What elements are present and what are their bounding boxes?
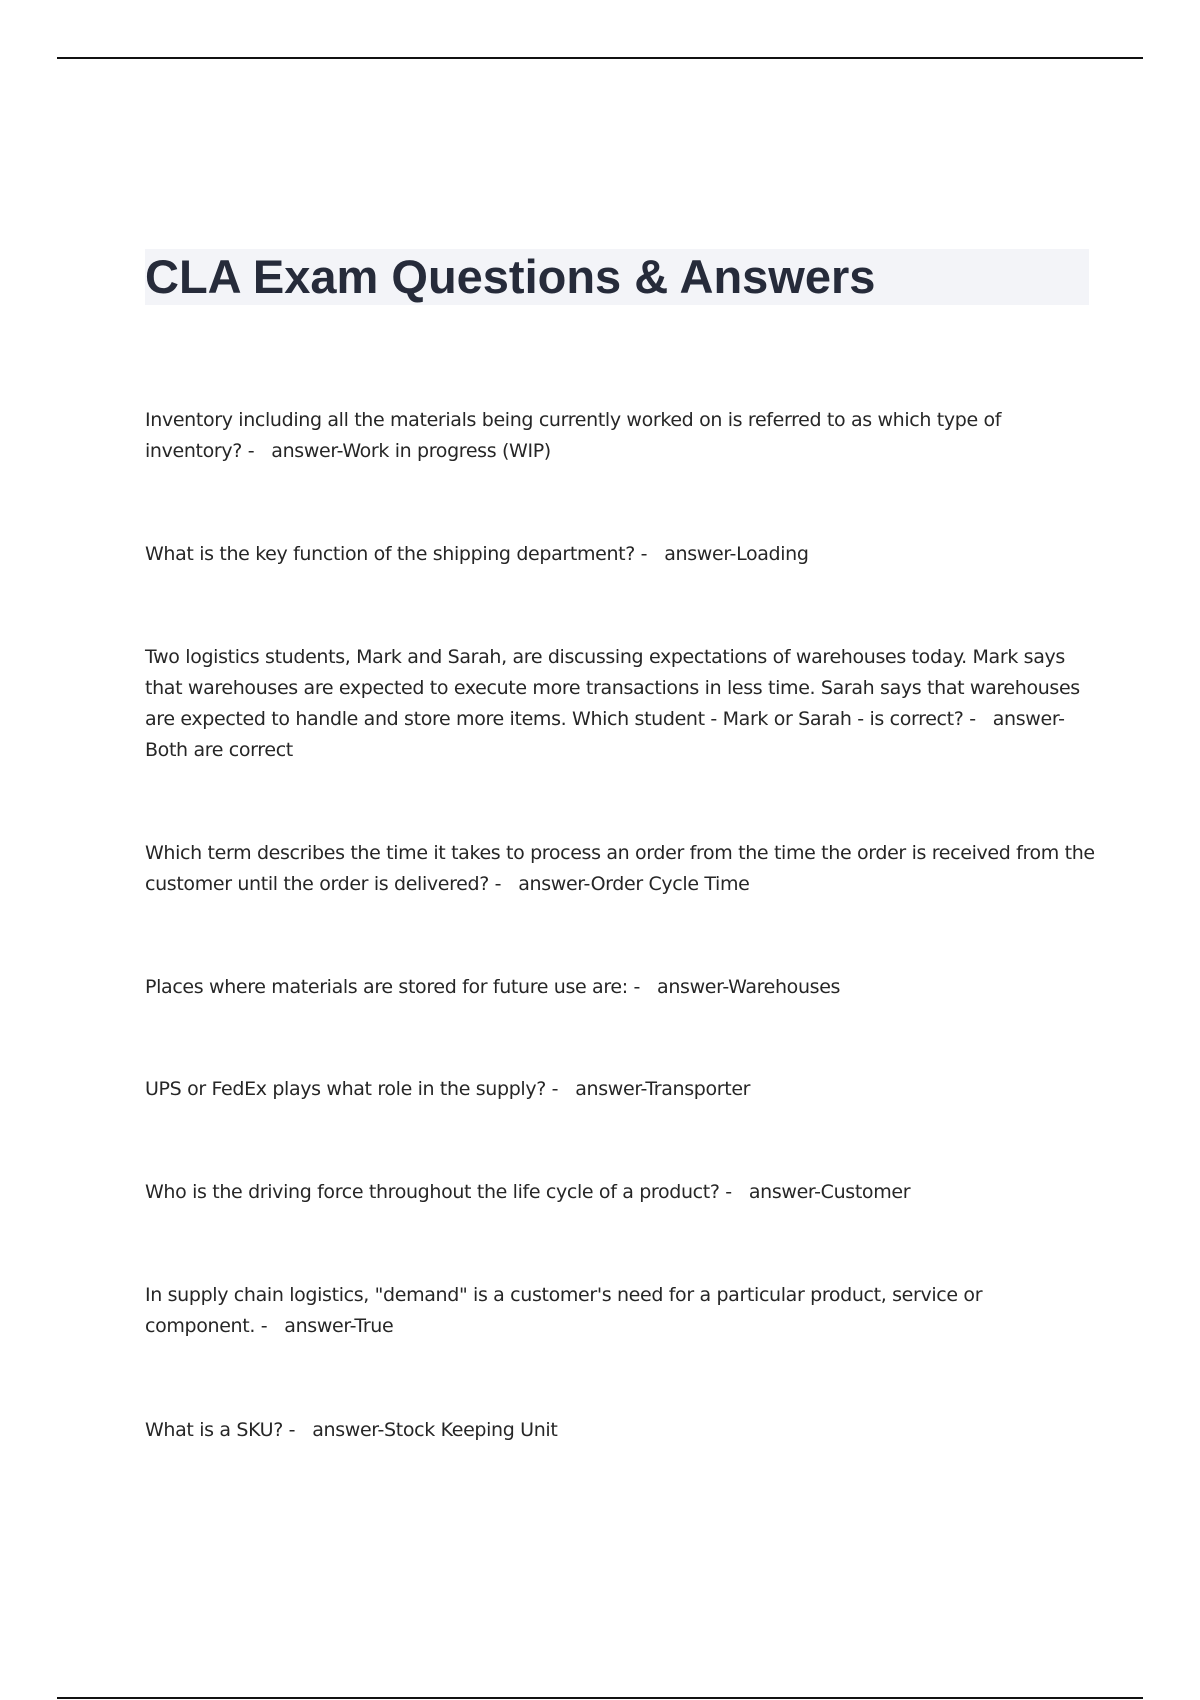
- qa-item-9: [145, 1415, 1095, 1446]
- qa-item-4: [145, 838, 1095, 900]
- answer-text: answer-True: [284, 1315, 394, 1337]
- answer-text: answer-Work in progress (WIP): [271, 440, 551, 462]
- qa-item-7: [145, 1177, 1095, 1208]
- question-text: Two logistics students, Mark and Sarah, are discussing expectations of warehouses today. Mark says that warehouses are expected to execute more transactions in less time. Sarah says that warehouses are expected to handle and store more items. Which student - Mark or Sarah - is correct?: [145, 646, 1080, 730]
- qa-item-6: [145, 1074, 1095, 1105]
- question-text: What is the key function of the shipping department?: [145, 543, 635, 565]
- top-rule: [57, 57, 1143, 59]
- separator: -: [634, 543, 665, 565]
- separator: -: [488, 873, 519, 895]
- answer-text: answer-Transporter: [575, 1078, 751, 1100]
- question-text: Places where materials are stored for future use are:: [145, 976, 628, 998]
- qa-item-8: [145, 1280, 1095, 1342]
- separator: -: [627, 976, 658, 998]
- separator: -: [255, 1315, 285, 1337]
- answer-text: answer-Both are correct: [145, 708, 1065, 761]
- document-title: CLA Exam Questions & Answers: [145, 250, 876, 303]
- question-text: UPS or FedEx plays what role in the supply?: [145, 1078, 546, 1100]
- answer-text: answer-Order Cycle Time: [518, 873, 750, 895]
- answer-text: answer-Customer: [748, 1181, 911, 1203]
- question-text: Which term describes the time it takes to process an order from the time the order is received from the customer until the order is delivered?: [145, 842, 1095, 895]
- separator: -: [242, 440, 272, 462]
- question-text: Who is the driving force throughout the life cycle of a product?: [145, 1181, 720, 1203]
- bottom-rule: [57, 1697, 1143, 1699]
- qa-item-2: [145, 539, 1095, 570]
- answer-text: answer-Loading: [664, 543, 809, 565]
- question-text: What is a SKU?: [145, 1419, 283, 1441]
- answer-text: answer-Warehouses: [657, 976, 841, 998]
- separator: -: [545, 1078, 576, 1100]
- answer-text: answer-Stock Keeping Unit: [312, 1419, 558, 1441]
- qa-item-1: [145, 405, 1095, 467]
- qa-item-5: [145, 972, 1095, 1003]
- qa-item-3: [145, 642, 1095, 766]
- separator: -: [282, 1419, 313, 1441]
- separator: -: [719, 1181, 749, 1203]
- separator: -: [963, 708, 993, 730]
- question-text: In supply chain logistics, "demand" is a customer's need for a particular product, service or component.: [145, 1284, 983, 1337]
- question-text: Inventory including all the materials being currently worked on is referred to as which type of inventory?: [145, 409, 1002, 462]
